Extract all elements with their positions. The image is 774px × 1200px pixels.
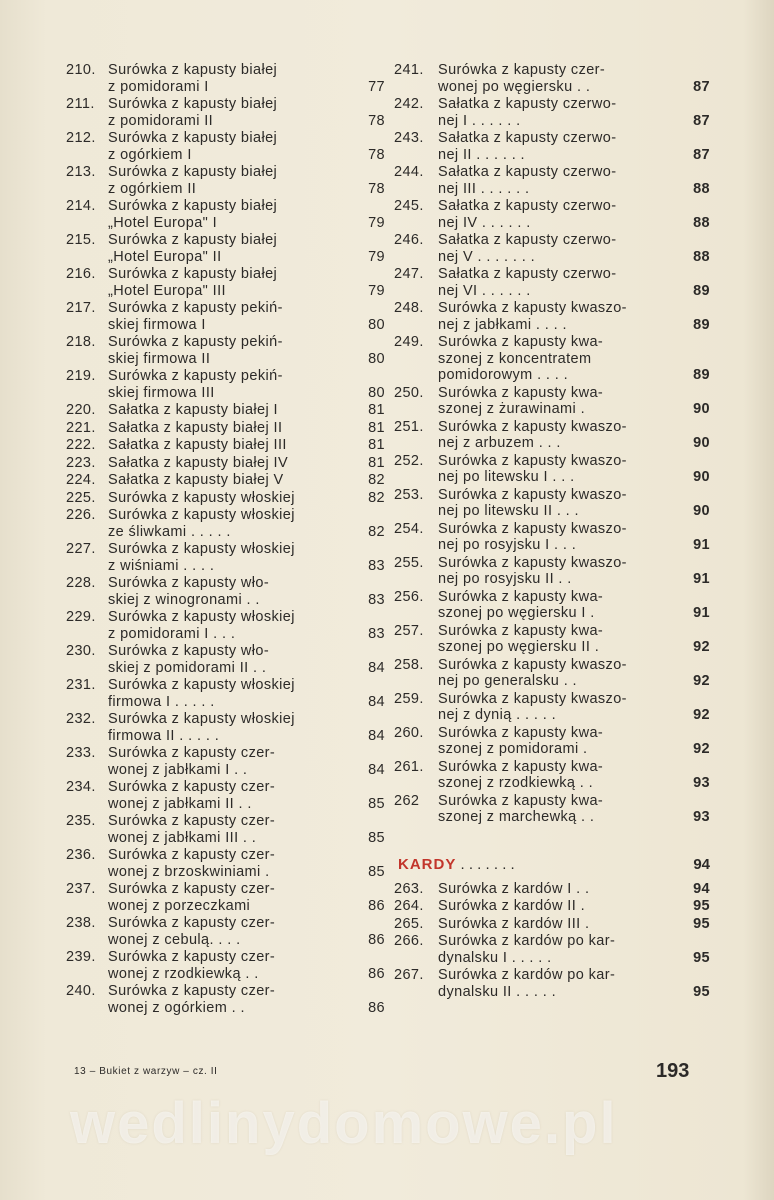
entry-page: 86 (368, 897, 385, 914)
entry-number: 213. (66, 164, 96, 180)
entry-title: Sałatka z kapusty czerwo- nej III . . . . . . (438, 164, 617, 197)
entry-title: Surówka z kapusty czer- wonej z cebulą. . . . (108, 915, 276, 948)
entry-title: Sałatka z kapusty czerwo- nej I . . . . . . (438, 96, 617, 129)
toc-entry (60, 164, 385, 197)
watermark: wedlinydomowe.pl (70, 1091, 618, 1156)
toc-entry (388, 96, 710, 129)
entry-title: Surówka z kapusty kwaszo- nej po rosyjsku II . . (438, 554, 627, 587)
toc-entry (388, 232, 710, 265)
toc-entry (60, 62, 385, 95)
entry-page: 79 (368, 214, 385, 231)
toc-entry (388, 933, 710, 966)
entry-title: Surówka z kapusty wło- skiej z winogronami . . (108, 575, 270, 608)
toc-entry (60, 455, 385, 472)
entry-number: 231. (66, 677, 96, 693)
entry-number: 219. (66, 368, 96, 384)
toc-entry (388, 521, 710, 554)
entry-title: Surówka z kapusty pekiń- skiej firmowa II (108, 334, 283, 367)
entry-number: 237. (66, 881, 96, 897)
footer-note: 13 – Bukiet z warzyw – cz. II (74, 1066, 218, 1077)
entry-title: Surówka z kapusty kwaszo- nej z jabłkami . . . . (438, 300, 627, 333)
toc-entry (60, 300, 385, 333)
entry-page: 95 (693, 983, 710, 1000)
toc-entry (60, 745, 385, 778)
entry-number: 262 (394, 792, 420, 809)
toc-entry (388, 453, 710, 486)
entry-title: Surówka z kapusty czer- wonej z jabłkami I . . (108, 745, 276, 778)
toc-entry (60, 96, 385, 129)
entry-number: 267. (394, 967, 424, 983)
entry-page: 81 (368, 402, 385, 418)
entry-page: 85 (368, 829, 385, 846)
entry-page: 95 (693, 949, 710, 966)
entry-title: Sałatka z kapusty czerwo- nej VI . . . . . . (438, 266, 617, 299)
entry-page: 95 (693, 915, 710, 932)
toc-entry (60, 507, 385, 540)
entry-page: 80 (368, 316, 385, 333)
entry-title: Surówka z kardów po kar- dynalsku I . . . . . (438, 933, 616, 966)
entry-title: Surówka z kapusty białej „Hotel Europa" III (108, 266, 278, 299)
entry-page: 88 (693, 180, 710, 197)
entry-title: Surówka z kapusty włoskiej z wiśniami . . . . (108, 541, 295, 574)
entry-number: 242. (394, 96, 424, 112)
entry-number: 217. (66, 300, 96, 316)
entry-title: Surówka z kapusty kwa- szonej z marchewką . . (438, 792, 604, 825)
entry-page: 90 (693, 435, 710, 451)
toc-entry (60, 490, 385, 507)
toc-entry (60, 983, 385, 1016)
entry-title: Surówka z kardów I . . (438, 880, 590, 897)
entry-title: Surówka z kapusty czer- wonej po węgiersku . . (438, 62, 606, 95)
entry-page: 79 (368, 248, 385, 265)
toc-entry (60, 949, 385, 982)
entry-page: 90 (693, 469, 710, 485)
entry-title: Surówka z kapusty kwa- szonej z koncentratem pomidorowym . . . . (438, 334, 604, 383)
entry-title: Surówka z kapusty włoskiej z pomidorami I . . . (108, 609, 295, 642)
entry-number: 259. (394, 690, 424, 707)
entry-number: 266. (394, 933, 424, 949)
entry-number: 230. (66, 643, 96, 659)
entry-title: Surówka z kapusty kwaszo- nej po generalsku . . (438, 656, 627, 689)
entry-number: 247. (394, 266, 424, 282)
entry-number: 251. (394, 418, 424, 435)
entry-title: Surówka z kapusty kwa- szonej z żurawinami . (438, 384, 604, 417)
entry-page: 83 (368, 625, 385, 642)
entry-page: 94 (693, 880, 710, 897)
entry-page: 81 (368, 419, 385, 436)
entry-page: 82 (368, 523, 385, 540)
entry-number: 258. (394, 656, 424, 673)
entry-title: Surówka z kapusty włoskiej ze śliwkami . . . . . (108, 507, 295, 540)
entry-number: 244. (394, 164, 424, 180)
entry-number: 253. (394, 486, 424, 503)
entry-number: 239. (66, 949, 96, 965)
entry-title: Sałatka z kapusty białej IV (108, 454, 289, 471)
toc-entry (60, 541, 385, 574)
entry-number: 243. (394, 130, 424, 146)
toc-entry (388, 657, 710, 690)
entry-title: Sałatka z kapusty czerwo- nej II . . . . . . (438, 130, 617, 163)
entry-title: Surówka z kapusty włoskiej firmowa I . . . . . (108, 677, 295, 710)
entry-title: Surówka z kapusty kwa- szonej po węgiersku I . (438, 588, 604, 621)
entry-title: Surówka z kapusty białej z pomidorami II (108, 96, 278, 129)
entry-number: 245. (394, 198, 424, 214)
entry-page: 89 (693, 316, 710, 333)
entry-number: 223. (66, 454, 96, 471)
entry-title: Sałatka z kapusty czerwo- nej V . . . . . . . (438, 232, 617, 265)
entry-number: 235. (66, 813, 96, 829)
entry-title: Surówka z kapusty kwaszo- nej z dynią . . . . . (438, 690, 627, 723)
toc-entry (60, 643, 385, 676)
entry-title: Surówka z kapusty czer- wonej z ogórkiem . . (108, 983, 276, 1016)
section-dots: . . . . . . . (460, 855, 515, 873)
entry-title: Surówka z kapusty białej z ogórkiem I (108, 130, 278, 163)
entry-page: 92 (693, 639, 710, 655)
entry-title: Surówka z kapusty białej „Hotel Europa" II (108, 232, 278, 265)
entry-page: 84 (368, 693, 385, 710)
entry-number: 211. (66, 96, 95, 112)
entry-number: 261. (394, 758, 424, 775)
toc-entry (388, 130, 710, 163)
section-title: KARDY (398, 855, 457, 873)
entry-page: 81 (368, 454, 385, 471)
entry-title: Surówka z kapusty czer- wonej z jabłkami II . . (108, 779, 276, 812)
entry-page: 86 (368, 931, 385, 948)
entry-number: 263. (394, 880, 424, 897)
entry-number: 210. (66, 62, 96, 78)
entry-page: 80 (368, 350, 385, 367)
entry-number: 257. (394, 622, 424, 639)
entry-title: Surówka z kapusty kwa- szonej po węgiersku II . (438, 622, 604, 655)
toc-entry (388, 334, 710, 384)
entry-title: Surówka z kapusty białej „Hotel Europa" I (108, 198, 278, 231)
toc-entry (60, 813, 385, 846)
entry-page: 83 (368, 557, 385, 574)
entry-number: 236. (66, 847, 96, 863)
entry-title: Surówka z kardów II . (438, 898, 586, 914)
entry-number: 241. (394, 62, 424, 78)
entry-number: 232. (66, 711, 96, 727)
entry-title: Surówka z kardów po kar- dynalsku II . . . . . (438, 967, 616, 1000)
entry-number: 228. (66, 575, 96, 591)
entry-page: 92 (693, 707, 710, 723)
toc-entry (388, 967, 710, 1000)
toc-entry (388, 487, 710, 520)
entry-number: 225. (66, 489, 96, 506)
toc-right-column (388, 62, 710, 1001)
entry-number: 227. (66, 541, 96, 557)
entry-page: 80 (368, 384, 385, 401)
toc-entry (60, 198, 385, 231)
toc-entry (388, 691, 710, 724)
entry-title: Sałatka z kapusty białej II (108, 419, 283, 436)
entry-title: Surówka z kapusty kwaszo- nej po rosyjsku I . . . (438, 520, 627, 553)
toc-entry (388, 759, 710, 792)
entry-number: 238. (66, 915, 96, 931)
entry-title: Sałatka z kapusty białej III (108, 437, 287, 453)
entry-page: 87 (693, 78, 710, 95)
entry-page: 82 (368, 489, 385, 506)
entry-number: 222. (66, 437, 96, 453)
section-heading-label (388, 856, 666, 873)
entry-page: 92 (693, 741, 710, 757)
entry-page: 85 (368, 795, 385, 812)
entry-page: 93 (693, 775, 710, 791)
entry-page: 88 (693, 248, 710, 265)
entry-title: Surówka z kapusty czer- wonej z rzodkiewką . . (108, 949, 276, 982)
entry-page: 79 (368, 282, 385, 299)
toc-entry (60, 334, 385, 367)
entry-number: 249. (394, 334, 424, 350)
entry-number: 265. (394, 915, 424, 932)
toc-entry (60, 437, 385, 454)
entry-page: 85 (368, 863, 385, 880)
entry-title: Sałatka z kapusty czerwo- nej IV . . . . . . (438, 198, 617, 231)
toc-entry (388, 623, 710, 656)
entry-number: 240. (66, 983, 96, 999)
entry-page: 84 (368, 659, 385, 676)
section-page: 94 (693, 855, 710, 873)
toc-entry (388, 793, 710, 826)
entry-number: 218. (66, 334, 96, 350)
entry-page: 91 (693, 571, 710, 587)
entry-page: 89 (693, 282, 710, 299)
entry-title: Surówka z kapusty czer- wonej z porzeczkami (108, 881, 276, 914)
toc-entry (60, 575, 385, 608)
entry-page: 86 (368, 999, 385, 1016)
page-number: 193 (656, 1060, 690, 1082)
toc-entry (60, 881, 385, 914)
entry-page: 90 (693, 503, 710, 519)
entry-title: Surówka z kapusty kwaszo- nej po litewsku I . . . (438, 452, 627, 485)
entry-page: 78 (368, 180, 385, 197)
entry-page: 87 (693, 112, 710, 129)
toc-entry (388, 898, 710, 915)
entry-number: 234. (66, 779, 96, 795)
toc-entry (388, 419, 710, 452)
entry-number: 224. (66, 472, 96, 488)
toc-entry (388, 62, 710, 95)
entry-page: 88 (693, 214, 710, 231)
toc-entry (60, 915, 385, 948)
toc-entry (60, 130, 385, 163)
entry-page: 83 (368, 591, 385, 608)
entry-page: 77 (368, 78, 385, 95)
entry-title: Sałatka z kapusty białej I (108, 402, 278, 418)
entry-page: 90 (693, 401, 710, 417)
entry-number: 221. (66, 419, 96, 436)
entry-page: 84 (368, 761, 385, 778)
entry-number: 248. (394, 300, 424, 316)
entry-page: 95 (693, 898, 710, 914)
entry-title: Surówka z kapusty kwa- szonej z pomidorami . (438, 724, 604, 757)
toc-entry (60, 847, 385, 880)
toc-entry (60, 677, 385, 710)
toc-entry (388, 385, 710, 418)
entry-title: Surówka z kapusty kwaszo- nej z arbuzem . . . (438, 418, 627, 451)
entry-page: 89 (693, 367, 710, 383)
entry-number: 212. (66, 130, 96, 146)
toc-entry (60, 266, 385, 299)
entry-page: 93 (693, 809, 710, 825)
entry-page: 78 (368, 146, 385, 163)
entry-page: 84 (368, 727, 385, 744)
entry-number: 260. (394, 724, 424, 741)
entry-number: 214. (66, 198, 96, 214)
entry-page: 86 (368, 965, 385, 982)
entry-page: 87 (693, 146, 710, 163)
toc-entry (388, 300, 710, 333)
entry-page: 91 (693, 537, 710, 553)
entry-title: Surówka z kapusty czer- wonej z jabłkami III . . (108, 813, 276, 846)
entry-number: 229. (66, 609, 96, 625)
entry-title: Surówka z kapusty wło- skiej z pomidorami II . . (108, 643, 270, 676)
toc-entry (388, 725, 710, 758)
entry-title: Sałatka z kapusty białej V (108, 472, 284, 488)
entry-title: Surówka z kapusty pekiń- skiej firmowa III (108, 368, 283, 401)
entry-number: 220. (66, 402, 96, 418)
entry-title: Surówka z kapusty czer- wonej z brzoskwiniami . (108, 847, 276, 880)
entry-number: 256. (394, 588, 424, 605)
entry-title: Surówka z kapusty włoskiej (108, 489, 295, 506)
entry-title: Surówka z kapusty kwaszo- nej po litewsku II . . . (438, 486, 627, 519)
entry-number: 226. (66, 507, 96, 523)
entry-number: 216. (66, 266, 96, 282)
toc-left-column (60, 62, 385, 1017)
entry-page: 81 (368, 437, 385, 453)
toc-entry (388, 164, 710, 197)
toc-entry (388, 881, 710, 898)
entry-page: 82 (368, 472, 385, 488)
entry-title: Surówka z kapusty włoskiej firmowa II . . . . . (108, 711, 295, 744)
toc-entry (388, 589, 710, 622)
section-heading-kardy (388, 856, 710, 873)
toc-entry (388, 555, 710, 588)
toc-entry (60, 472, 385, 489)
entry-title: Surówka z kapusty pekiń- skiej firmowa I (108, 300, 283, 333)
entry-title: Surówka z kardów III . (438, 915, 590, 932)
entry-number: 264. (394, 898, 424, 914)
entry-number: 252. (394, 452, 424, 469)
toc-entry (60, 779, 385, 812)
entry-number: 215. (66, 232, 96, 248)
entry-title: Surówka z kapusty białej z ogórkiem II (108, 164, 278, 197)
entry-number: 254. (394, 520, 424, 537)
toc-entry (60, 609, 385, 642)
toc-entry (388, 266, 710, 299)
entry-number: 246. (394, 232, 424, 248)
toc-entry (60, 232, 385, 265)
entry-number: 255. (394, 554, 424, 571)
entry-title: Surówka z kapusty białej z pomidorami I (108, 62, 278, 95)
toc-entry (60, 420, 385, 437)
toc-entry (60, 402, 385, 419)
toc-entry (60, 711, 385, 744)
entry-number: 250. (394, 384, 424, 401)
entry-number: 233. (66, 745, 96, 761)
entry-page: 91 (693, 605, 710, 621)
entry-title: Surówka z kapusty kwa- szonej z rzodkiewką . . (438, 758, 604, 791)
toc-entry (60, 368, 385, 401)
toc-entry (388, 916, 710, 933)
entry-page: 78 (368, 112, 385, 129)
toc-entry (388, 198, 710, 231)
entry-page: 92 (693, 673, 710, 689)
